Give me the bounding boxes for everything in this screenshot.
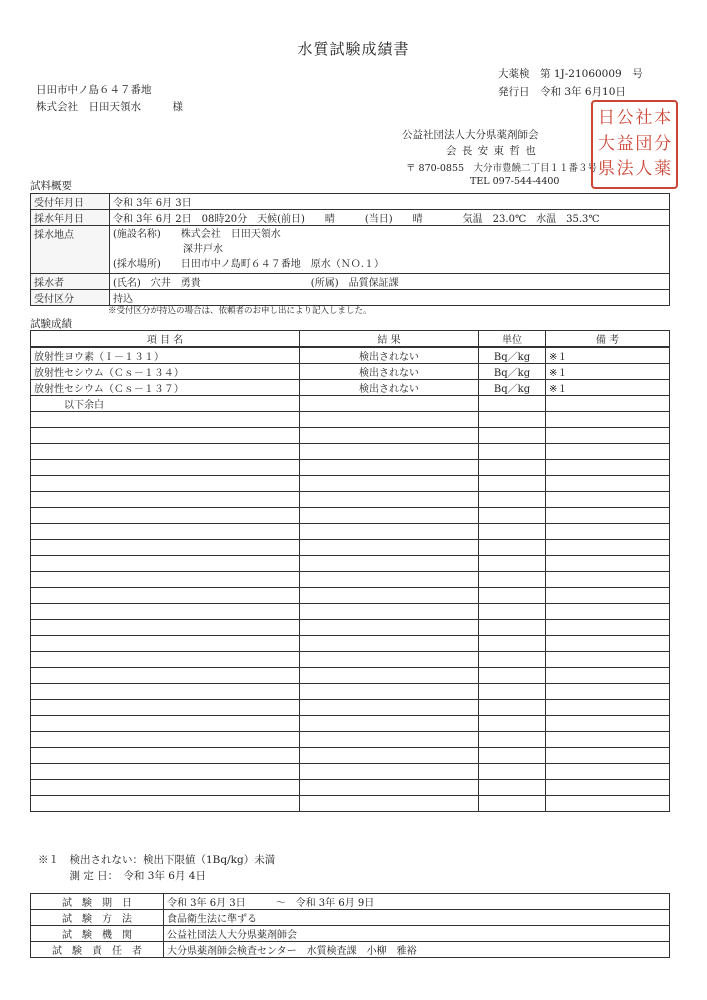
test-info-label: 試 験 期 日 xyxy=(31,894,164,910)
summary-label: 受付区分 xyxy=(31,290,110,306)
issue-date: 発行日 令和 3年 6月10日 xyxy=(498,86,626,98)
cell-unit xyxy=(479,764,546,780)
table-row xyxy=(31,684,670,700)
summary-footnote: ※受付区分が持込の場合は、依頼者のお申し出により記入しました。 xyxy=(108,306,372,316)
cell-item: 放射性ヨウ素（Ｉ－１３１） xyxy=(31,347,300,364)
cell-note xyxy=(546,444,670,460)
table-row xyxy=(31,700,670,716)
cell-note xyxy=(546,732,670,748)
seal-char: 大 xyxy=(597,133,615,154)
table-row xyxy=(31,764,670,780)
cell-result xyxy=(300,396,479,412)
cell-item: 放射性セシウム（Ｃｓ－１３４） xyxy=(31,364,300,380)
cell-item xyxy=(31,684,300,700)
cell-result xyxy=(300,652,479,668)
cell-unit xyxy=(479,796,546,812)
table-row xyxy=(31,540,670,556)
cell-note xyxy=(546,604,670,620)
column-header-result: 結 果 xyxy=(300,331,479,348)
cell-item xyxy=(31,636,300,652)
cell-unit xyxy=(479,668,546,684)
table-row xyxy=(31,748,670,764)
cell-item xyxy=(31,588,300,604)
issuer-tel: TEL 097-544-4400 xyxy=(470,176,560,187)
cell-unit xyxy=(479,492,546,508)
location-line: (施設名称) 株式会社 日田天領水 xyxy=(113,229,281,240)
issuer-address: 〒 870-0855 大分市豊饒二丁目１１番３号 xyxy=(406,163,598,174)
table-row xyxy=(31,796,670,812)
cell-note xyxy=(546,556,670,572)
summary-value: 持込 xyxy=(110,290,670,306)
issuer-chairman: 会 長 安 東 哲 也 xyxy=(446,145,537,157)
cell-unit xyxy=(479,588,546,604)
cell-result xyxy=(300,668,479,684)
summary-table xyxy=(30,193,670,306)
cell-note xyxy=(546,460,670,476)
cell-item xyxy=(31,556,300,572)
cell-unit xyxy=(479,652,546,668)
cell-result: 検出されない xyxy=(300,364,479,380)
summary-row-received xyxy=(31,194,670,210)
cell-note: ※１ xyxy=(546,380,670,396)
cell-result: 検出されない xyxy=(300,347,479,364)
table-row xyxy=(31,380,670,396)
cell-unit: Bq／kg xyxy=(479,380,546,396)
cell-note xyxy=(546,476,670,492)
cell-note xyxy=(546,508,670,524)
summary-row-location xyxy=(31,226,670,274)
cell-item xyxy=(31,796,300,812)
cell-note xyxy=(546,668,670,684)
recipient-name: 株式会社 日田天領水 様 xyxy=(36,101,183,113)
test-info-value: 食品衛生法に準ずる xyxy=(164,910,670,926)
cell-result xyxy=(300,636,479,652)
test-info-value: 令和 3年 6月 3日 ～ 令和 3年 6月 9日 xyxy=(164,894,670,910)
cell-note xyxy=(546,764,670,780)
cell-unit xyxy=(479,748,546,764)
cell-result xyxy=(300,684,479,700)
table-row xyxy=(31,492,670,508)
test-info-label: 試 験 機 関 xyxy=(31,926,164,942)
official-seal xyxy=(591,100,678,189)
table-row xyxy=(31,556,670,572)
cell-result xyxy=(300,764,479,780)
document-title: 水質試験成績書 xyxy=(297,40,410,58)
cell-item xyxy=(31,748,300,764)
cell-item xyxy=(31,476,300,492)
test-info-row xyxy=(31,942,670,958)
cell-result: 検出されない xyxy=(300,380,479,396)
cell-result xyxy=(300,524,479,540)
cell-note xyxy=(546,572,670,588)
table-row xyxy=(31,524,670,540)
cell-note xyxy=(546,684,670,700)
cell-unit xyxy=(479,476,546,492)
cell-unit xyxy=(479,620,546,636)
cell-item xyxy=(31,668,300,684)
cell-unit xyxy=(479,540,546,556)
summary-row-sampled xyxy=(31,210,670,226)
results-table xyxy=(30,330,670,812)
table-row xyxy=(31,572,670,588)
location-line: 深井戸水 xyxy=(113,244,223,255)
cell-item xyxy=(31,412,300,428)
cell-note xyxy=(546,748,670,764)
cell-note xyxy=(546,428,670,444)
cell-item xyxy=(31,492,300,508)
summary-heading: 試料概要 xyxy=(30,180,72,192)
seal-char: 法 xyxy=(616,159,634,180)
cell-unit xyxy=(479,636,546,652)
seal-char: 薬 xyxy=(654,159,672,180)
table-row xyxy=(31,636,670,652)
cell-unit xyxy=(479,444,546,460)
seal-char: 県 xyxy=(597,159,615,180)
table-row xyxy=(31,412,670,428)
cell-unit: Bq／kg xyxy=(479,347,546,364)
cell-item xyxy=(31,716,300,732)
table-row xyxy=(31,347,670,364)
cell-note xyxy=(546,412,670,428)
summary-value: (氏名) 穴井 勇貴 (所属) 品質保証課 xyxy=(110,274,670,290)
test-info-value: 大分県薬剤師会検査センター 水質検査課 小柳 雅裕 xyxy=(164,942,670,958)
cell-result xyxy=(300,620,479,636)
cell-result xyxy=(300,508,479,524)
table-row xyxy=(31,428,670,444)
cell-note: ※１ xyxy=(546,347,670,364)
seal-char: 公 xyxy=(616,108,634,128)
summary-label: 採水者 xyxy=(31,274,110,290)
cell-unit: Bq／kg xyxy=(479,364,546,380)
test-info-table xyxy=(30,893,670,958)
cell-note xyxy=(546,588,670,604)
table-row xyxy=(31,444,670,460)
table-row xyxy=(31,716,670,732)
cell-note xyxy=(546,636,670,652)
summary-label: 採水地点 xyxy=(31,226,110,274)
summary-value: 令和 3年 6月 2日 08時20分 天候(前日) 晴 (当日) 晴 気温 23.0℃ 水温 35.3℃ xyxy=(110,210,670,226)
seal-char: 団 xyxy=(635,133,653,154)
table-row xyxy=(31,460,670,476)
cell-item xyxy=(31,652,300,668)
cell-item xyxy=(31,540,300,556)
seal-char: 益 xyxy=(616,133,634,154)
seal-char: 人 xyxy=(635,159,653,180)
cell-result xyxy=(300,556,479,572)
table-row xyxy=(31,780,670,796)
cell-result xyxy=(300,780,479,796)
cell-item xyxy=(31,460,300,476)
summary-value: 令和 3年 6月 3日 xyxy=(110,194,670,210)
cell-item: 以下余白 xyxy=(31,396,300,412)
cell-note xyxy=(546,492,670,508)
table-row xyxy=(31,652,670,668)
summary-row-sampler xyxy=(31,274,670,290)
table-row xyxy=(31,732,670,748)
cell-item xyxy=(31,428,300,444)
table-row xyxy=(31,364,670,380)
table-row xyxy=(31,508,670,524)
cell-note xyxy=(546,620,670,636)
cell-result xyxy=(300,604,479,620)
cell-unit xyxy=(479,524,546,540)
cell-result xyxy=(300,476,479,492)
table-row xyxy=(31,668,670,684)
cell-unit xyxy=(479,556,546,572)
cell-result xyxy=(300,732,479,748)
cell-item xyxy=(31,524,300,540)
cell-item: 放射性セシウム（Ｃｓ－１３７） xyxy=(31,380,300,396)
location-line: (採水場所) 日田市中ノ島町６４７番地 原水（ＮＯ.１） xyxy=(113,259,384,270)
cell-unit xyxy=(479,700,546,716)
table-row xyxy=(31,588,670,604)
cell-note xyxy=(546,652,670,668)
cell-unit xyxy=(479,412,546,428)
cell-item xyxy=(31,620,300,636)
cell-result xyxy=(300,716,479,732)
cell-note xyxy=(546,716,670,732)
cell-unit xyxy=(479,716,546,732)
cell-note xyxy=(546,780,670,796)
test-info-value: 公益社団法人大分県薬剤師会 xyxy=(164,926,670,942)
seal-char: 本 xyxy=(654,108,672,128)
cell-unit xyxy=(479,780,546,796)
cell-result xyxy=(300,444,479,460)
cell-result xyxy=(300,540,479,556)
cell-item xyxy=(31,444,300,460)
cell-result xyxy=(300,748,479,764)
cell-note xyxy=(546,700,670,716)
cell-note xyxy=(546,396,670,412)
cell-note xyxy=(546,524,670,540)
cell-item xyxy=(31,508,300,524)
results-header-row xyxy=(31,331,670,348)
table-row xyxy=(31,620,670,636)
cell-unit xyxy=(479,684,546,700)
test-info-row xyxy=(31,910,670,926)
cell-unit xyxy=(479,604,546,620)
cell-unit xyxy=(479,396,546,412)
test-info-label: 試 験 方 法 xyxy=(31,910,164,926)
cell-note xyxy=(546,540,670,556)
cell-item xyxy=(31,604,300,620)
issuer-org: 公益社団法人大分県薬剤師会 xyxy=(402,129,539,141)
table-row xyxy=(31,476,670,492)
cell-result xyxy=(300,492,479,508)
cell-unit xyxy=(479,460,546,476)
measurement-date-note: 測 定 日： 令和 3年 6月 4日 xyxy=(38,870,206,882)
cell-item xyxy=(31,572,300,588)
cell-result xyxy=(300,428,479,444)
cell-unit xyxy=(479,572,546,588)
column-header-remarks: 備 考 xyxy=(546,331,670,348)
seal-char: 日 xyxy=(597,108,615,128)
cell-item xyxy=(31,700,300,716)
cell-result xyxy=(300,588,479,604)
test-info-row xyxy=(31,926,670,942)
summary-label: 受付年月日 xyxy=(31,194,110,210)
cell-item xyxy=(31,780,300,796)
cell-result xyxy=(300,700,479,716)
test-info-row xyxy=(31,894,670,910)
cell-result xyxy=(300,460,479,476)
results-note: ※１ 検出されない：検出下限値（1Bq/kg）未満 xyxy=(38,854,276,866)
seal-char: 分 xyxy=(654,133,672,154)
cell-result xyxy=(300,796,479,812)
cell-result xyxy=(300,412,479,428)
summary-label: 採水年月日 xyxy=(31,210,110,226)
cell-note xyxy=(546,796,670,812)
cell-note: ※１ xyxy=(546,364,670,380)
column-header-unit: 単位 xyxy=(479,331,546,348)
test-info-label: 試 験 責 任 者 xyxy=(31,942,164,958)
table-row xyxy=(31,396,670,412)
document-number: 大薬検 第 1J-21060009 号 xyxy=(498,68,643,80)
cell-item xyxy=(31,732,300,748)
cell-unit xyxy=(479,428,546,444)
recipient-address: 日田市中ノ島６４７番地 xyxy=(36,84,152,96)
cell-result xyxy=(300,572,479,588)
table-row xyxy=(31,604,670,620)
cell-unit xyxy=(479,732,546,748)
results-heading: 試験成績 xyxy=(30,318,72,330)
column-header-item: 項 目 名 xyxy=(31,331,300,348)
cell-item xyxy=(31,764,300,780)
cell-unit xyxy=(479,508,546,524)
seal-char: 社 xyxy=(635,108,653,128)
